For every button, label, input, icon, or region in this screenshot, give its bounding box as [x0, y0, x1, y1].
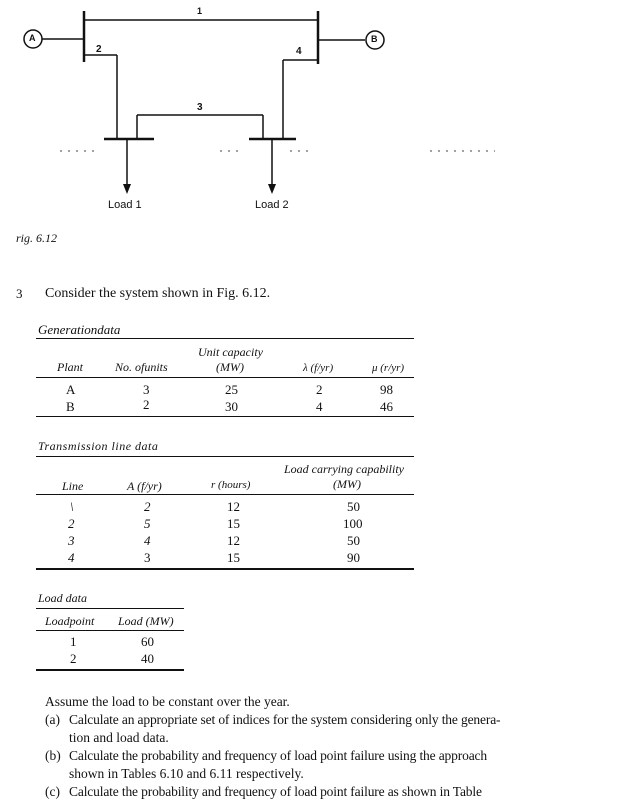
- question-a-line1: Calculate an appropriate set of indices for the system considering only the genera-: [69, 712, 501, 727]
- tx-line-4: 4: [68, 550, 75, 565]
- assumption-text: Assume the load to be constant over the year.: [45, 694, 290, 709]
- gen-mu-b: 46: [380, 399, 393, 414]
- transmission-title: Transmission line data: [38, 439, 159, 453]
- load-header-point: Loadpoint: [45, 614, 95, 628]
- tx-header-cap-1: Load carrying capability: [284, 462, 404, 476]
- network-diagram: [0, 0, 624, 230]
- transmission-bottom-rule: [36, 568, 414, 570]
- gen-header-capacity-2: (MW): [216, 360, 244, 374]
- gen-capacity-a: 25: [225, 382, 238, 397]
- question-a-line2: tion and load data.: [69, 730, 169, 745]
- question-b-line1: Calculate the probability and frequency of load point failure using the approach: [69, 748, 487, 763]
- tx-lambda-1: 2: [144, 499, 151, 514]
- tx-lambda-4: 3: [144, 550, 151, 565]
- tx-header-line: Line: [62, 479, 84, 493]
- question-c-line1: Calculate the probability and frequency of load point failure as shown in Table: [69, 784, 482, 799]
- load1-arrow: [123, 184, 131, 194]
- gen-header-capacity-1: Unit capacity: [198, 345, 263, 359]
- load-point-1: 1: [70, 634, 77, 649]
- load2-arrow: [268, 184, 276, 194]
- load1-label: Load 1: [108, 199, 142, 211]
- tx-line-2: 2: [68, 516, 75, 531]
- load-header-rule: [36, 630, 184, 631]
- load-header-load: Load (MW): [118, 614, 174, 628]
- tx-r-1: 12: [227, 499, 240, 514]
- load-value-1: 60: [141, 634, 154, 649]
- tx-line-3: 3: [68, 533, 75, 548]
- generation-header-rule: [36, 377, 414, 378]
- tx-r-2: 15: [227, 516, 240, 531]
- tx-r-4: 15: [227, 550, 240, 565]
- figure-caption: rig. 6.12: [16, 231, 58, 245]
- load-value-2: 40: [141, 651, 154, 666]
- line-4-label: 4: [296, 46, 302, 57]
- problem-number: 3: [16, 286, 23, 301]
- load-top-rule: [36, 608, 184, 609]
- gen-mu-a: 98: [380, 382, 393, 397]
- tx-r-3: 12: [227, 533, 240, 548]
- tx-cap-1: 50: [347, 499, 360, 514]
- tx-cap-2: 100: [343, 516, 363, 531]
- line-2-label: 2: [96, 44, 102, 55]
- tx-line-1: \: [70, 499, 74, 514]
- gen-lambda-b: 4: [316, 399, 323, 414]
- generation-top-rule: [36, 338, 414, 339]
- gen-plant-a: A: [66, 382, 76, 397]
- generation-title: Generationdata: [38, 322, 121, 337]
- question-c-label: (c): [45, 784, 60, 799]
- load-bottom-rule: [36, 669, 184, 671]
- gen-lambda-a: 2: [316, 382, 323, 397]
- tx-lambda-3: 4: [144, 533, 151, 548]
- load-title: Load data: [38, 591, 88, 605]
- question-b-line2: shown in Tables 6.10 and 6.11 respectively.: [69, 766, 304, 781]
- gen-header-plant: Plant: [57, 360, 83, 374]
- tx-header-r: r (hours): [211, 479, 251, 491]
- load2-label: Load 2: [255, 199, 289, 211]
- tx-lambda-2: 5: [144, 516, 151, 531]
- question-b-label: (b): [45, 748, 61, 763]
- line-3-label: 3: [197, 102, 203, 113]
- transmission-top-rule: [36, 456, 414, 457]
- gen-plant-b: B: [66, 399, 75, 414]
- generator-b-label: B: [371, 34, 378, 44]
- tx-header-cap-2: (MW): [333, 477, 361, 491]
- gen-units-a: 3: [143, 382, 150, 397]
- question-a-label: (a): [45, 712, 60, 727]
- transmission-header-rule: [36, 494, 414, 495]
- gen-units-b: 2: [143, 397, 150, 412]
- tx-cap-3: 50: [347, 533, 360, 548]
- gen-header-lambda: λ (f/yr): [303, 362, 334, 374]
- generation-bottom-rule: [36, 416, 414, 417]
- line-1-label: 1: [197, 6, 203, 16]
- tx-header-lambda: A (f/yr): [127, 479, 162, 493]
- problem-intro: Consider the system shown in Fig. 6.12.: [45, 286, 271, 301]
- gen-header-units: No. ofunits: [115, 360, 168, 374]
- gen-capacity-b: 30: [225, 399, 238, 414]
- load-point-2: 2: [70, 651, 77, 666]
- generator-a-label: A: [29, 33, 36, 43]
- tx-cap-4: 90: [347, 550, 360, 565]
- gen-header-mu: μ (r/yr): [372, 362, 405, 374]
